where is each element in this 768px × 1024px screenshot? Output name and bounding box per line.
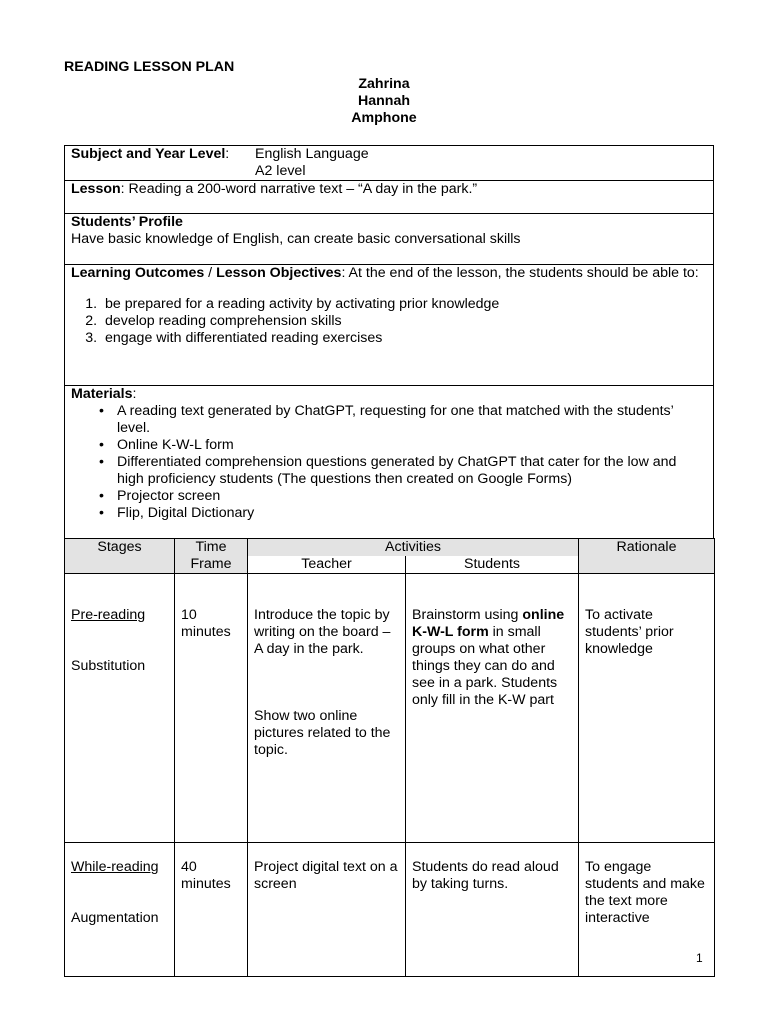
students-activity	[406, 574, 579, 843]
subject-row: Subject and Year Level: English Language A2 level	[65, 146, 714, 181]
material-text: Online K-W-L form	[117, 437, 234, 453]
bullet-icon: •	[99, 505, 104, 521]
teacher-activity: Project digital text on a screen	[248, 843, 406, 977]
document-title: READING LESSON PLAN	[64, 59, 235, 75]
lesson-label: Lesson	[71, 181, 121, 197]
material-text: Differentiated comprehension questions generated by ChatGPT that cater for the low and high proficiency students (The questions then created on Google Forms)	[117, 454, 677, 487]
outcomes-separator: /	[204, 265, 217, 281]
author-name: Hannah	[357, 93, 411, 109]
stage-name: Pre-reading	[71, 607, 146, 623]
page-number: 1	[696, 951, 703, 965]
outcome-item: 2. develop reading comprehension skills	[101, 313, 707, 330]
material-item	[99, 437, 707, 454]
outcomes-list	[71, 296, 707, 347]
students-text: Brainstorm using	[412, 607, 523, 623]
lesson-row	[65, 181, 714, 214]
header-students: Students	[406, 556, 579, 574]
header-teacher: Teacher	[248, 556, 406, 574]
outcome-item: 1. be prepared for a reading activity by activating prior knowledge	[101, 296, 707, 313]
level-value: A2 level	[255, 163, 306, 179]
outcomes-intro: : At the end of the lesson, the students should be able to:	[341, 265, 699, 281]
header-rationale: Rationale	[579, 539, 715, 557]
outcome-item: 3. engage with differentiated reading exercises	[101, 330, 707, 347]
material-item	[99, 454, 707, 488]
teacher-activity: Show two online pictures related to the topic.	[254, 708, 391, 758]
bullet-icon: •	[99, 454, 104, 470]
profile-row	[65, 214, 714, 265]
material-item	[99, 403, 707, 437]
lesson-value: : Reading a 200-word narrative text – “A day in the park.”	[120, 181, 478, 197]
header-rationale-cont	[579, 556, 715, 574]
rationale-cell: To activate students’ prior knowledge	[579, 574, 715, 843]
table-row	[65, 843, 715, 977]
material-item	[99, 505, 707, 522]
students-text-bold: online K-W-L form	[412, 607, 565, 640]
header-stages: Stages	[65, 539, 175, 557]
rationale-cell: To engage students and make the text more interactive	[579, 843, 715, 977]
outcomes-label: Learning Outcomes	[71, 265, 205, 281]
outcomes-row	[65, 265, 714, 386]
time-cell: 10 minutes	[175, 574, 248, 843]
author-name: Amphone	[351, 110, 417, 126]
table-header-row	[65, 539, 715, 557]
table-subheader-row	[65, 556, 715, 574]
teacher-activity: Introduce the topic by writing on the board – A day in the park.	[254, 607, 391, 657]
bullet-icon: •	[99, 488, 104, 504]
stage-sub: Augmentation	[71, 910, 159, 926]
stage-sub: Substitution	[71, 658, 146, 674]
subject-value: English Language	[255, 146, 369, 162]
material-item	[99, 488, 707, 505]
table-row	[65, 574, 715, 843]
bullet-icon: •	[99, 437, 104, 453]
bullet-icon: •	[99, 403, 104, 419]
header-stages-cont	[65, 556, 175, 574]
materials-label: Materials	[71, 386, 133, 402]
materials-row: Materials: • A reading text generated by ChatGPT, requesting for one that matched with the students’ level. • Online K-W-L form • Differentiated comprehension questions generated by ChatGPT that cater for the low and high proficiency students (The questions then created on Google Forms) • Projector screen • Flip, Digital Dictionary	[65, 386, 714, 541]
authors-block	[0, 76, 768, 127]
subject-label: Subject and Year Level	[71, 146, 226, 162]
author-name: Zahrina	[358, 76, 410, 92]
stage-name: While-reading	[71, 859, 159, 875]
lesson-info-table	[64, 145, 714, 541]
header-activities: Activities	[248, 539, 579, 557]
students-activity: Students do read aloud by taking turns.	[406, 843, 579, 977]
material-text: A reading text generated by ChatGPT, requesting for one that matched with the students’ level.	[117, 403, 674, 436]
objectives-label: Lesson Objectives	[216, 265, 342, 281]
header-frame: Frame	[175, 556, 248, 574]
materials-list	[71, 403, 707, 522]
header-time: Time	[175, 539, 248, 557]
profile-value: Have basic knowledge of English, can create basic conversational skills	[71, 231, 521, 247]
students-text: in small groups on what other things they can do and see in a park. Students only fill in the K-W part	[412, 624, 558, 708]
time-cell: 40 minutes	[175, 843, 248, 977]
stages-table	[64, 538, 715, 977]
material-text: Flip, Digital Dictionary	[117, 505, 255, 521]
profile-label: Students’ Profile	[71, 214, 183, 230]
material-text: Projector screen	[117, 488, 221, 504]
